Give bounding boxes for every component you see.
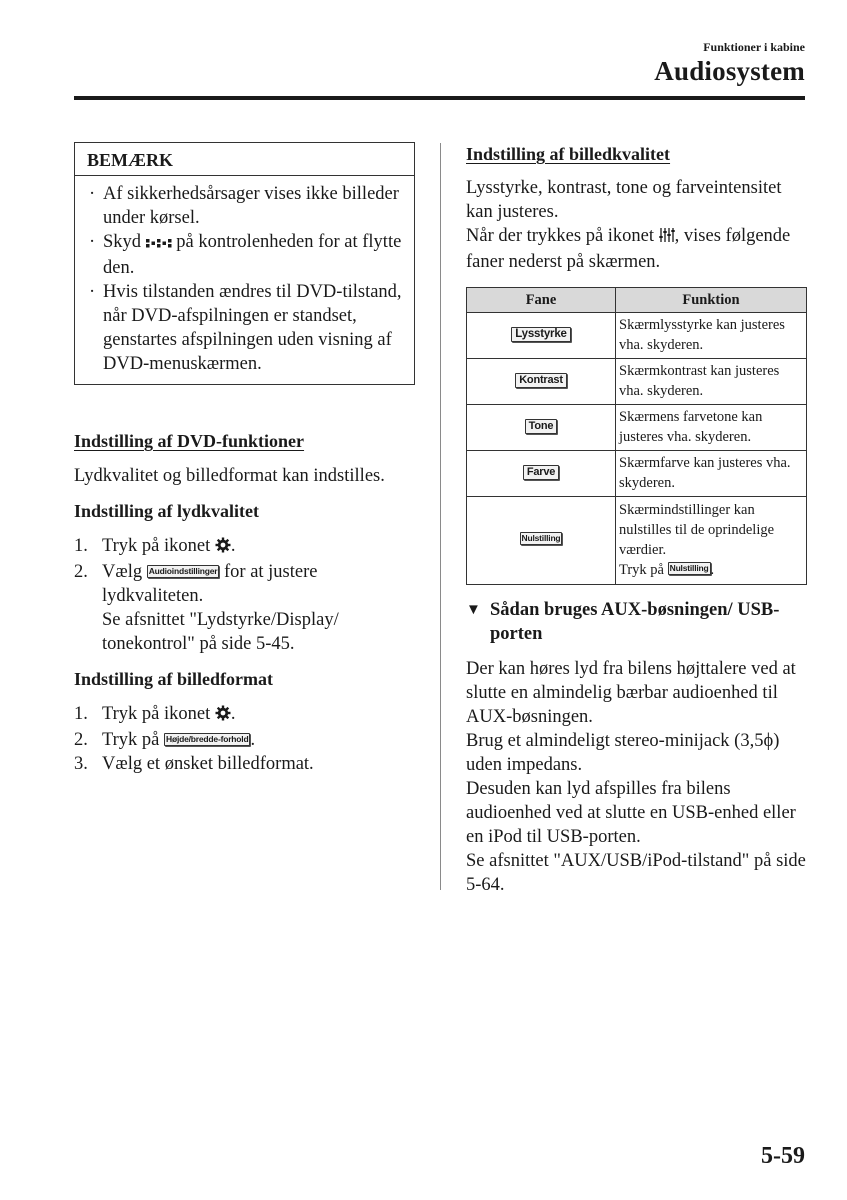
dvd-intro: Lydkvalitet og billedformat kan indstilles.	[74, 466, 385, 486]
table-row	[467, 359, 807, 405]
aux-para-1: Der kan høres lyd fra bilens højttalere ved at slutte en almindelig bærbar audioenhed til AUX-bøsningen.	[466, 659, 796, 727]
column-header-fane: Fane	[467, 288, 616, 313]
tab-lysstyrke-button[interactable]: Lysstyrke	[511, 327, 570, 342]
note-item-text: Hvis tilstanden ændres til DVD-tilstand, når DVD-afspilningen er standset, genstartes afspilningen uden visning af DVD-menuskærmen.	[103, 282, 402, 374]
tab-kontrast-button[interactable]: Kontrast	[515, 373, 567, 388]
quality-para-1: Lysstyrke, kontrast, tone og farveintensitet kan justeres.	[466, 178, 782, 222]
table-cell-fane	[467, 405, 616, 451]
step-text-pre: Tryk på ikonet	[102, 536, 215, 556]
note-box	[74, 142, 415, 385]
aspect-ratio-button[interactable]: Højde/bredde-forhold	[166, 734, 249, 744]
aux-heading-text: Sådan bruges AUX-bøsningen/ USB-porten	[490, 600, 780, 644]
table-cell-funktion: Skærmlysstyrke kan justeres vha. skyderen.	[616, 313, 807, 359]
quality-para-2	[466, 224, 807, 274]
page-title: Audiosystem	[654, 56, 805, 86]
section-label: Funktioner i kabine	[703, 40, 805, 54]
step-text-post: for at justere lydkvaliteten.	[102, 562, 318, 606]
table-row	[467, 497, 807, 585]
header-rule	[74, 96, 805, 100]
step-text-pre: Tryk på ikonet	[102, 704, 215, 724]
note-item	[87, 182, 402, 230]
table-cell-funktion-text: Skærmindstillinger kan nulstilles til de oprindelige værdier.	[619, 502, 775, 558]
gear-icon	[215, 536, 231, 560]
aux-para-2-pre: Brug et almindeligt stereo-minijack (3,5	[466, 731, 764, 751]
note-item-text-pre: Skyd	[103, 232, 146, 252]
table-cell-funktion: Skærmfarve kan justeres vha. skyderen.	[616, 451, 807, 497]
adjust-sliders-icon	[659, 226, 675, 250]
aux-para-4: Se afsnittet "AUX/USB/iPod-tilstand" på side 5-64.	[466, 851, 806, 895]
table-cell-funktion-post: .	[710, 562, 715, 578]
format-step-1	[74, 702, 415, 728]
quality-para-2-post: , vises følgende faner nederst på skærmen.	[466, 226, 791, 272]
column-divider	[440, 143, 441, 890]
table-row	[467, 451, 807, 497]
table-cell-fane	[467, 313, 616, 359]
table-row	[467, 405, 807, 451]
quality-heading: Indstilling af billedkvalitet	[466, 144, 671, 164]
table-cell-fane	[467, 497, 616, 585]
note-item	[87, 230, 402, 280]
format-heading: Indstilling af billedformat	[74, 669, 274, 689]
table-cell-funktion-pre: Tryk på	[619, 562, 668, 578]
phi-symbol: ϕ	[763, 731, 774, 751]
table-cell-fane	[467, 451, 616, 497]
step-text: Vælg et ønsket billedformat.	[102, 754, 314, 774]
aux-para-2	[466, 729, 807, 777]
triangle-down-icon: ▼	[466, 602, 481, 618]
quality-para-2-pre: Når der trykkes på ikonet	[466, 226, 659, 246]
function-table	[466, 287, 807, 585]
aux-para-3: Desuden kan lyd afspilles fra bilens audioenhed ved at slutte en USB-enhed eller en iPod til USB-porten.	[466, 779, 796, 847]
step-number: 2.	[74, 562, 88, 582]
step-text-post: .	[230, 704, 236, 724]
page-number: 5-59	[761, 1143, 805, 1169]
table-row	[467, 313, 807, 359]
table-header-row	[467, 288, 807, 313]
table-cell-funktion: Skærmens farvetone kan justeres vha. skyderen.	[616, 405, 807, 451]
aux-heading	[466, 598, 807, 646]
note-item	[87, 280, 402, 376]
aux-para-2-post: ) uden impedans.	[466, 731, 780, 775]
step-text-pre: Vælg	[102, 562, 147, 582]
tab-farve-button[interactable]: Farve	[523, 465, 559, 480]
step-number: 1.	[74, 704, 88, 724]
bullet-dot: ·	[89, 232, 96, 252]
column-header-funktion: Funktion	[616, 288, 807, 313]
bullet-dot: ·	[89, 282, 96, 302]
step-text-post: .	[250, 730, 256, 750]
step-text-post: .	[230, 536, 236, 556]
dvd-heading: Indstilling af DVD-funktioner	[74, 431, 305, 451]
step-number: 1.	[74, 536, 88, 556]
bullet-dot: ·	[89, 184, 96, 204]
note-item-text: Af sikkerhedsårsager vises ikke billeder under kørsel.	[103, 184, 399, 228]
lyd-step-1	[74, 534, 415, 560]
audio-settings-button[interactable]: Audioindstillinger	[148, 566, 218, 576]
reset-button[interactable]: Nulstilling	[669, 563, 709, 573]
step-number: 3.	[74, 754, 88, 774]
tab-nulstilling-button[interactable]: Nulstilling	[521, 533, 561, 543]
joystick-dots-icon	[146, 232, 172, 256]
note-item-text-post: på kontrolenheden for at flytte den.	[103, 232, 402, 278]
format-step-3	[74, 752, 415, 776]
lyd-heading: Indstilling af lydkvalitet	[74, 501, 260, 521]
table-cell-funktion: Skærmkontrast kan justeres vha. skyderen.	[616, 359, 807, 405]
left-column	[74, 142, 415, 776]
step-reference: Se afsnittet "Lydstyrke/Display/ tonekontrol" på side 5-45.	[102, 610, 339, 654]
step-text-pre: Tryk på	[102, 730, 165, 750]
tab-tone-button[interactable]: Tone	[525, 419, 558, 434]
format-step-2	[74, 728, 415, 752]
right-column	[466, 142, 807, 897]
step-number: 2.	[74, 730, 88, 750]
lyd-step-2	[74, 560, 415, 656]
note-body	[75, 176, 414, 384]
table-cell-funktion	[616, 497, 807, 585]
table-cell-fane	[467, 359, 616, 405]
gear-icon	[215, 704, 231, 728]
note-heading: BEMÆRK	[75, 143, 414, 176]
